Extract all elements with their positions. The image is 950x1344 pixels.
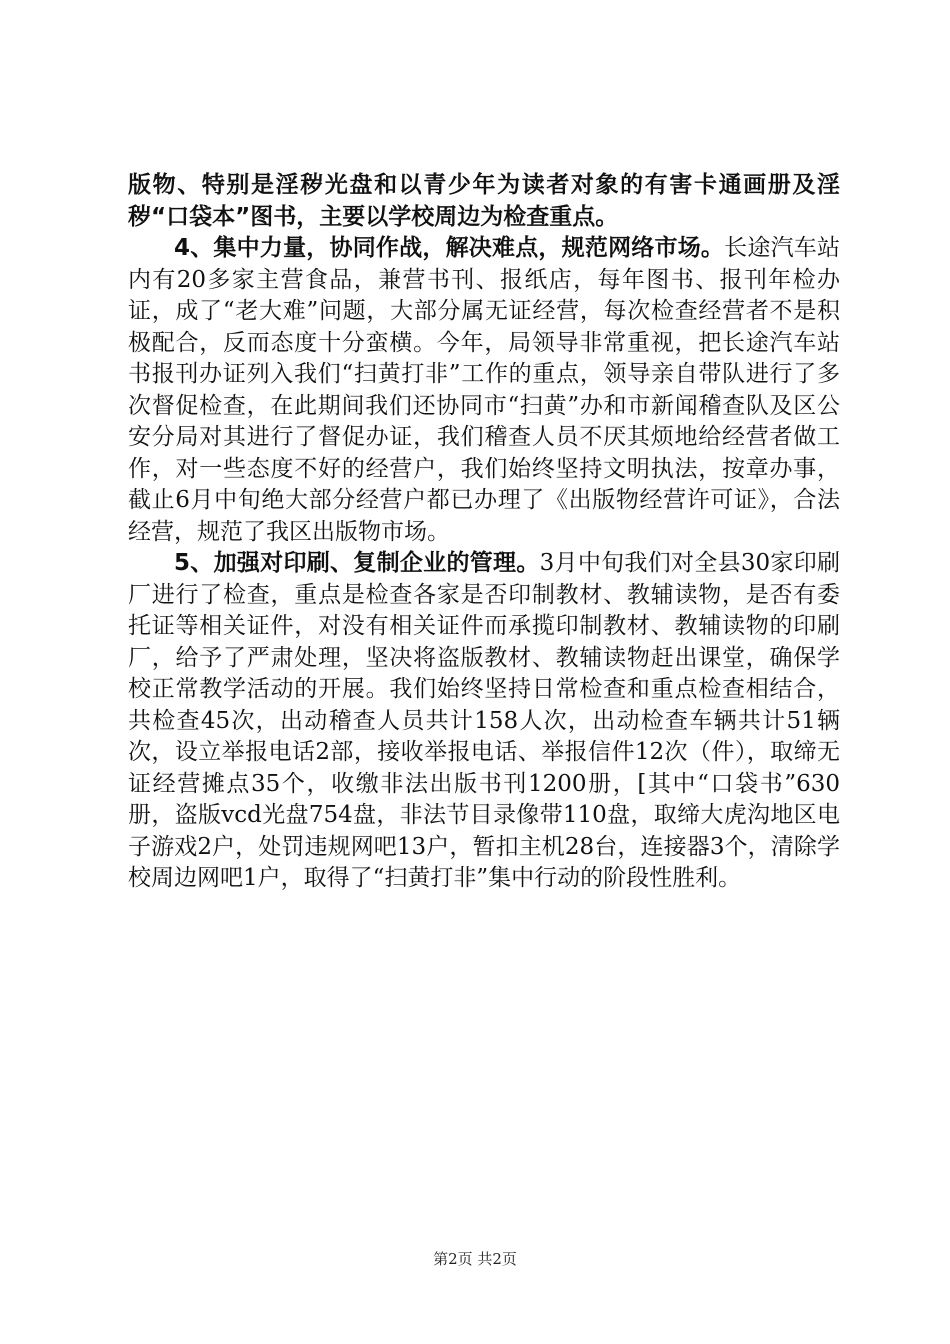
paragraph-5-body: 3月中旬我们对全县30家印刷厂进行了检查，重点是检查各家是否印制教材、教辅读物，是否有委托证等相关证件，对没有相关证件而承揽印制教材、教辅读物的印刷厂，给予了严肃处理，坚决将盗版教材、教辅读物赶出课堂，确保学校正常教学活动的开展。我们始终坚持日常检查和重点检查相结合，共检查45次，出动稽查人员共计158人次，出动检查车辆共计51辆次，设立举报电话2部，接收举报电话、举报信件12次（件），取缔无证经营摊点35个，收缴非法出版书刊1200册，[其中“口袋书”630册，盗版vcd光盘754盘，非法节目录像带110盘，取缔大虎沟地区电子游戏2户，处罚违规网吧13户，暂扣主机28台，连接器3个，清除学校周边网吧1户，取得了“扫黄打非”集中行动的阶段性胜利。 bbox=[128, 550, 840, 891]
paragraph-4 bbox=[128, 233, 840, 548]
paragraph-4-body: 长途汽车站内有20多家主营食品，兼营书刊、报纸店，每年图书、报刊年检办证，成了“老大难”问题，大部分属无证经营，每次检查经营者不是积极配合，反而态度十分蛮横。今年，局领导非常重视，把长途汽车站书报刊办证列入我们“扫黄打非”工作的重点，领导亲自带队进行了多次督促检查，在此期间我们还协同市“扫黄”办和市新闻稽查队及区公安分局对其进行了督促办证，我们稽查人员不厌其烦地给经营者做工作，对一些态度不好的经营户，我们始终坚持文明执法，按章办事，截止6月中旬绝大部分经营户都已办理了《出版物经营许可证》，合法经营，规范了我区出版物市场。 bbox=[128, 235, 840, 545]
document-body bbox=[128, 170, 840, 895]
page-footer: 第2页 共2页 bbox=[433, 1250, 517, 1268]
paragraph-5 bbox=[128, 548, 840, 895]
paragraph-5-heading: 5、加强对印刷、复制企业的管理。 bbox=[174, 550, 540, 576]
intro-paragraph: 版物、特别是淫秽光盘和以青少年为读者对象的有害卡通画册及淫秽“口袋本”图书，主要以学校周边为检查重点。 bbox=[128, 172, 840, 230]
paragraph-4-heading: 4、集中力量，协同作战，解决难点，规范网络市场。 bbox=[174, 235, 725, 261]
